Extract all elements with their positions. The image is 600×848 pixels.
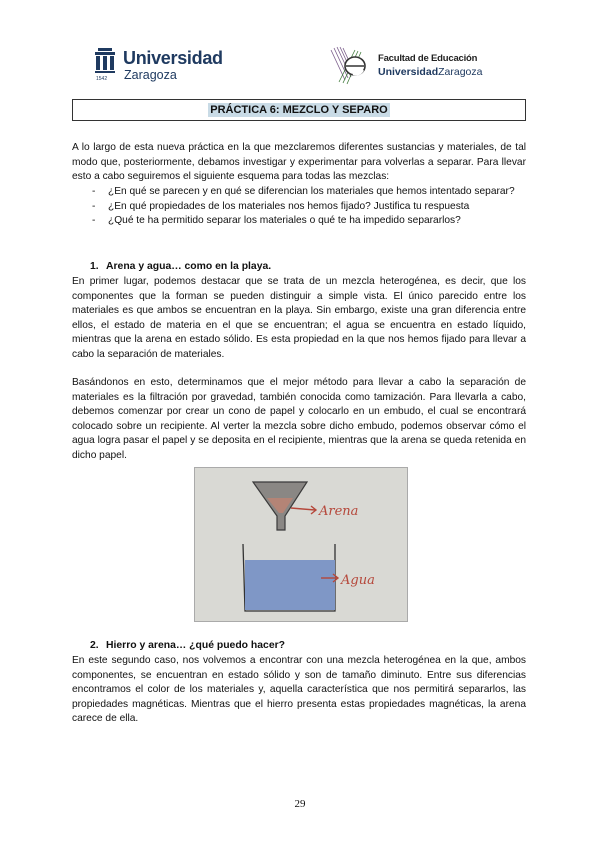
section-1-paragraph-2: Basándonos en esto, determinamos que el mejor método para llevar a cabo la separación de materiales es la filtración por gravedad, también conocida como tamización. Para llevarla a cabo, debemos comenzar por crear un cono de papel y colocarlo en un embudo, el cual se encontrará colocado sobre un recipiente. Al verter la mezcla sobre dicho embudo, podemos observar cómo el agua logra pasar el papel y se deposita en el recipiente, mientras que la arena se queda retenida en dicho papel. xyxy=(72,377,526,461)
faculty-logo xyxy=(325,44,495,88)
faculty-name: Facultad de Educación xyxy=(378,53,478,64)
filtration-sketch xyxy=(195,468,408,622)
intro-paragraph: A lo largo de esta nueva práctica en la que mezclaremos diferentes sustancias y materiales, de tal modo que, posteriormente, debamos investigar y experimentar para volverlas a separar. Para llevar esto a cabo seguiremos el siguiente esquema para todas las mezclas: xyxy=(72,142,526,183)
section-2-heading: 2. Hierro y arena… ¿qué puedo hacer? xyxy=(90,640,285,651)
university-city: Zaragoza xyxy=(124,68,177,82)
label-agua: Agua xyxy=(341,573,375,588)
section-1-paragraph-1: En primer lugar, podemos destacar que se trata de un mezcla heterogénea, es decir, que los componentes que la forman se pueden distinguir a simple vista. El único parecido entre los materiales es que ambos se encuentran en la playa. Sin embargo, existe una gran diferencia entre ellos, el estado de materia en el que se encuentran; el agua se encuentra en estado líquido, mientras que la arena en estado sólido. Es esta propiedad en la que nos hemos fijado para llevar a cabo la separación de materiales. xyxy=(72,276,526,360)
label-arena: Arena xyxy=(319,504,359,519)
question-item: - ¿En qué se parecen y en qué se diferencian los materiales que hemos intentado separar? xyxy=(92,186,515,197)
practice-title-box xyxy=(72,99,526,121)
section-2-paragraph-1: En este segundo caso, nos volvemos a encontrar con una mezcla heterogénea en la que, ambos componentes, se encuentran en estado sólido y son de tamaño diminuto. Entre sus diferencias encontramos el color de los materiales y, aquella característica que nos permitirá separarlos, las propiedades magnéticas. Mientras que el hierro presenta estas propiedades magnéticas, la arena carece de ella. xyxy=(72,655,526,725)
faculty-university: UniversidadZaragoza xyxy=(378,66,483,78)
practice-title: PRÁCTICA 6: MEZCLO Y SEPARO xyxy=(210,104,388,116)
faculty-e-emblem-icon xyxy=(325,44,375,86)
university-logo xyxy=(93,48,223,88)
university-crest-year: 1542 xyxy=(96,76,108,82)
question-item: - ¿En qué propiedades de los materiales nos hemos fijado? Justifica tu respuesta xyxy=(92,200,470,212)
question-list xyxy=(92,185,524,229)
water-fill xyxy=(245,560,335,610)
question-item: - ¿Qué te ha permitido separar los materiales o qué te ha impedido separarlos? xyxy=(92,215,461,227)
section-1-heading: 1. Arena y agua… como en la playa. xyxy=(90,261,272,272)
filtration-drawing xyxy=(194,467,408,622)
page-number: 29 xyxy=(294,798,306,810)
university-name: Universidad xyxy=(123,48,223,68)
